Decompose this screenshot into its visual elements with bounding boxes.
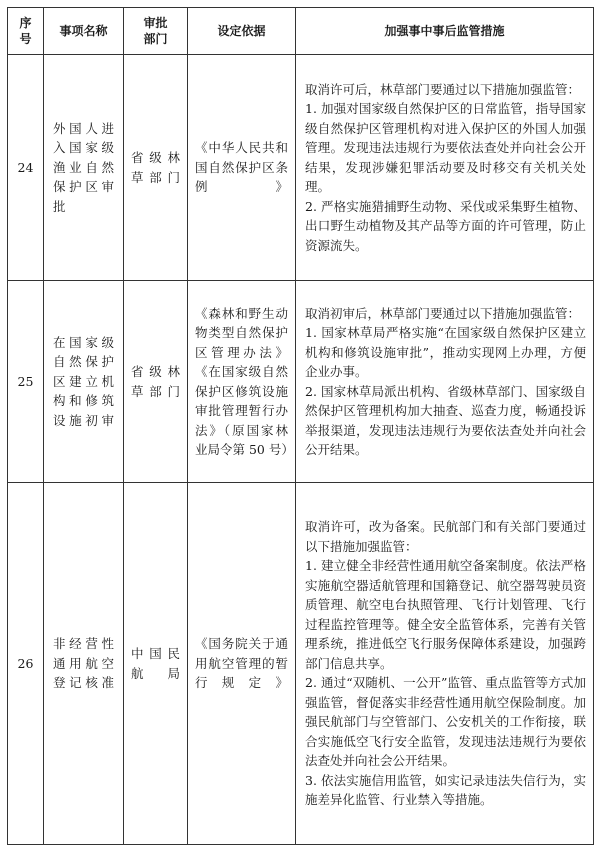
approval-dept: 省级林草部门 bbox=[124, 281, 188, 483]
table-row bbox=[8, 281, 594, 483]
header-supervision-measures: 加强事中事后监管措施 bbox=[296, 8, 594, 55]
header-no: 序 号 bbox=[8, 8, 44, 55]
item-name: 外国人进入国家级渔业自然保护区审批 bbox=[44, 55, 124, 281]
approval-dept: 中国民航局 bbox=[124, 483, 188, 845]
table-row bbox=[8, 55, 594, 281]
measure-paragraph: 取消许可，改为备案。民航部门和有关部门要通过以下措施加强监管： bbox=[305, 519, 586, 554]
measure-paragraph: 2. 国家林草局派出机构、省级林草部门、国家级自然保护区管理机构加大抽查、巡查力度，畅通投诉举报渠道，发现违法违规行为要依法查处并向社会公开结果。 bbox=[305, 383, 586, 457]
row-number: 25 bbox=[8, 281, 44, 483]
row-number: 26 bbox=[8, 483, 44, 845]
measure-paragraph: 2. 严格实施猎捕野生动物、采伐或采集野生植物、出口野生动植物及其产品等方面的许可管理，防止资源流失。 bbox=[305, 198, 586, 253]
header-legal-basis: 设定依据 bbox=[188, 8, 296, 55]
item-name: 在国家级自然保护区建立机构和修筑设施初审 bbox=[44, 281, 124, 483]
measure-paragraph: 1. 加强对国家级自然保护区的日常监管，指导国家级自然保护区管理机构对进入保护区的外国人加强管理。发现违法违规行为要依法查处并向社会公开结果，发现涉嫌犯罪活动要及时移交有关机关处理。 bbox=[305, 101, 586, 195]
legal-basis: 《森林和野生动物类型自然保护区管理办法》《在国家级自然保护区修筑设施审批管理暂行办法》（原国家林业局令第 50 号） bbox=[188, 281, 296, 483]
approval-dept: 省级林草部门 bbox=[124, 55, 188, 281]
measure-paragraph: 2. 通过“双随机、一公开”监管、重点监管等方式加强监管，督促落实非经营性通用航空保险制度。加强民航部门与空管部门、公安机关的工作衔接，联合实施低空飞行安全监管，发现违法违规行为要依法查处并向社会公开结果。 bbox=[305, 675, 586, 769]
header-item-name: 事项名称 bbox=[44, 8, 124, 55]
table-row bbox=[8, 483, 594, 845]
supervision-measures bbox=[296, 281, 594, 483]
measure-paragraph: 3. 依法实施信用监管，如实记录违法失信行为，实施差异化监管、行业禁入等措施。 bbox=[305, 772, 586, 808]
header-approval-dept: 审批 部门 bbox=[124, 8, 188, 55]
item-name: 非经营性通用航空登记核准 bbox=[44, 483, 124, 845]
approval-items-table bbox=[7, 7, 594, 845]
row-number: 24 bbox=[8, 55, 44, 281]
table-header-row bbox=[8, 8, 594, 55]
measure-paragraph: 1. 国家林草局严格实施“在国家级自然保护区建立机构和修筑设施审批”，推动实现网上办理，方便企业办事。 bbox=[305, 325, 586, 379]
legal-basis: 《中华人民共和国自然保护区条例》 bbox=[188, 55, 296, 281]
measure-paragraph: 取消初审后，林草部门要通过以下措施加强监管： bbox=[305, 305, 581, 321]
measure-paragraph: 1. 建立健全非经营性通用航空备案制度。依法严格实施航空器适航管理和国籍登记、航空器驾驶员资质管理、航空电台执照管理、飞行计划管理、飞行过程监控管理等。健全安全监管体系，完善有关管理系统，推进低空飞行服务保障体系建设，加强跨部门信息共享。 bbox=[305, 558, 586, 671]
legal-basis: 《国务院关于通用航空管理的暂行规定》 bbox=[188, 483, 296, 845]
supervision-measures bbox=[296, 483, 594, 845]
measure-paragraph: 取消许可后，林草部门要通过以下措施加强监管： bbox=[305, 81, 581, 97]
supervision-measures bbox=[296, 55, 594, 281]
